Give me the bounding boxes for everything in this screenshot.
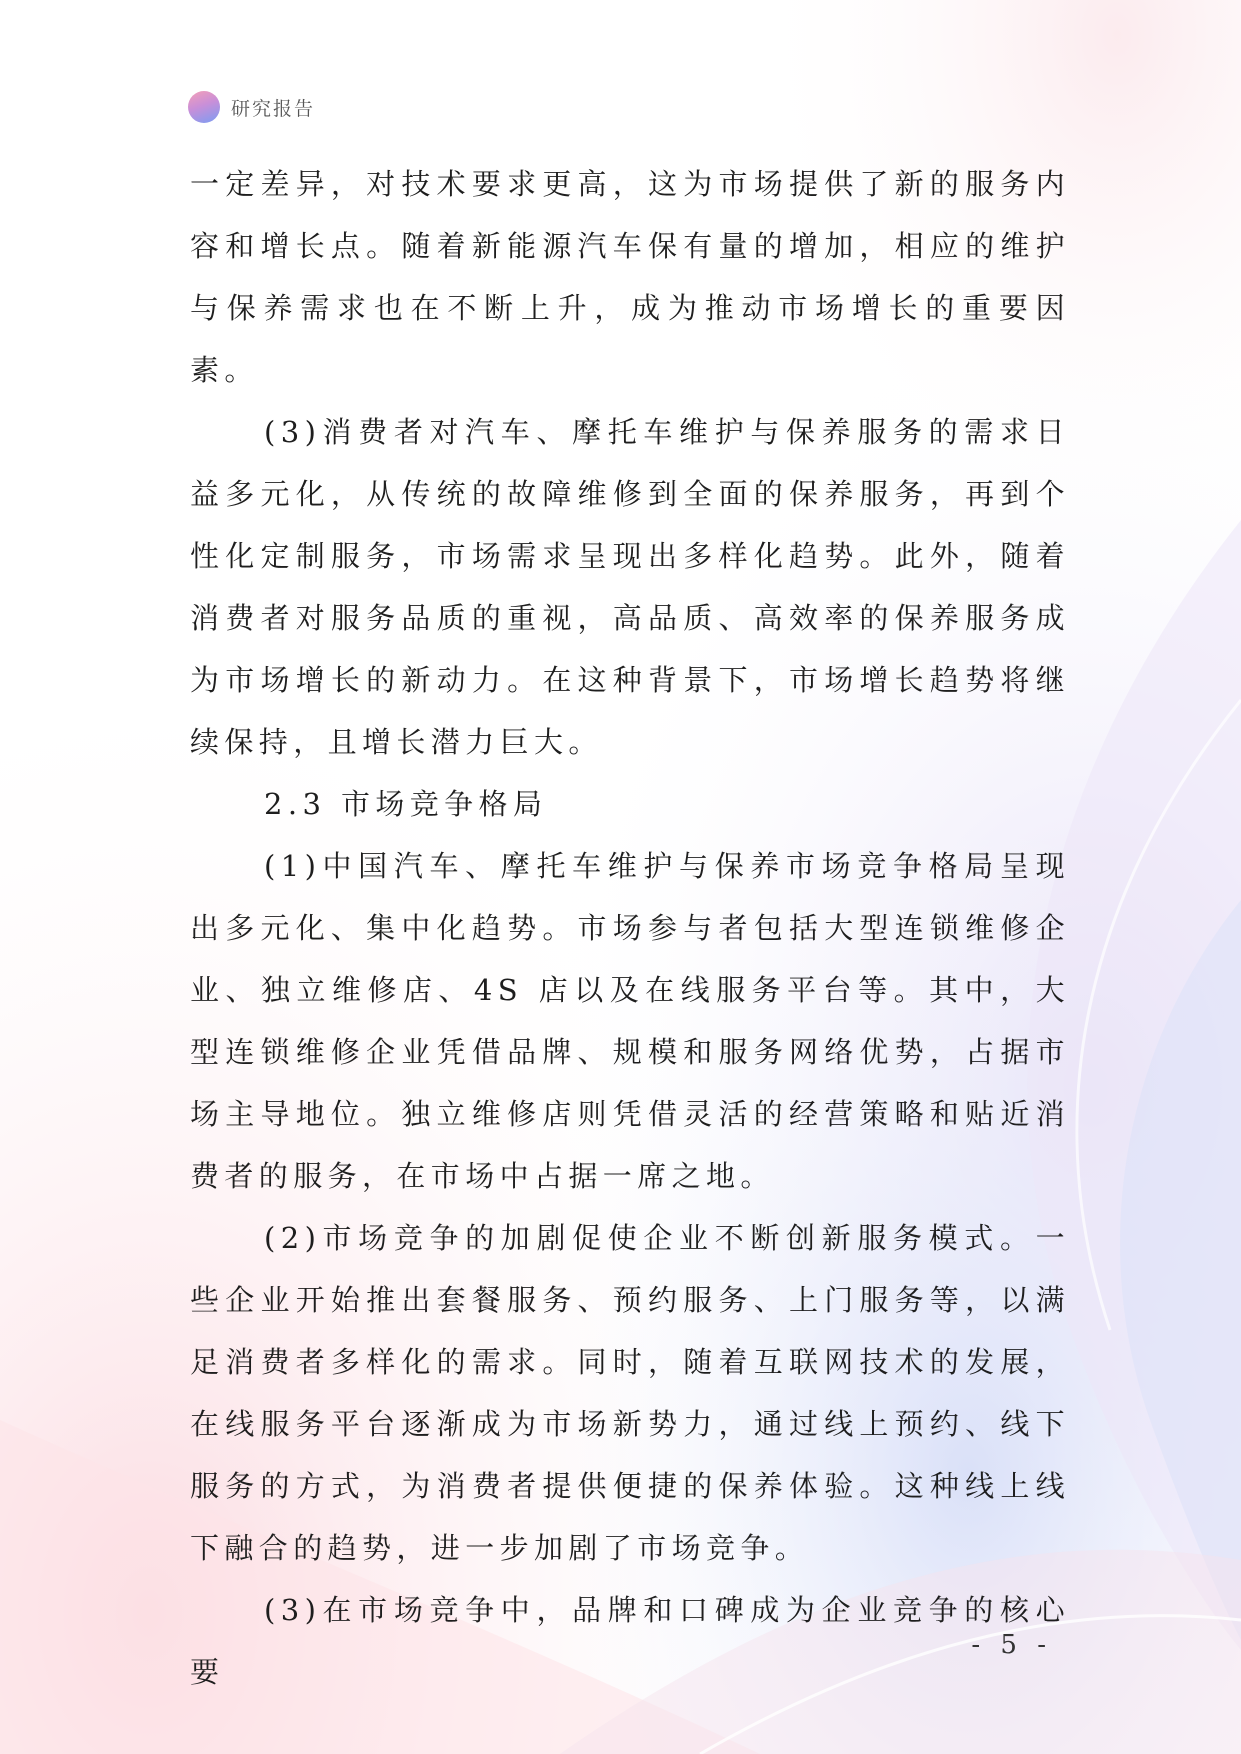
paragraph-3-cont: (3)在市场竞争中，品牌和口碑成为企业竞争的核心要 [190,1593,1070,1689]
paragraph-1: (1)中国汽车、摩托车维护与保养市场竞争格局呈现出多元化、集中化趋势。市场参与者包括大型连锁维修企业、独立维修店、4S 店以及在线服务平台等。其中，大型连锁维修企业凭借品牌、规模和服务网络优势，占据市场主导地位。独立维修店则凭借灵活的经营策略和贴近消费者的服务，在市场中占据一席之地。 [190,849,1070,1193]
document-body [190,153,1070,1703]
report-header [188,90,315,124]
paragraph-3: (3)消费者对汽车、摩托车维护与保养服务的需求日益多元化，从传统的故障维修到全面的保养服务，再到个性化定制服务，市场需求呈现出多样化趋势。此外，随着消费者对服务品质的重视，高品质、高效率的保养服务成为市场增长的新动力。在这种背景下，市场增长趋势将继续保持，且增长潜力巨大。 [190,415,1070,759]
section-heading: 2.3 市场竞争格局 [264,787,548,821]
paragraph-continuation: 一定差异，对技术要求更高，这为市场提供了新的服务内容和增长点。随着新能源汽车保有量的增加，相应的维护与保养需求也在不断上升，成为推动市场增长的重要因素。 [190,167,1070,387]
page-number: - 5 - [971,1630,1052,1660]
logo-circle-icon [188,91,220,123]
header-title: 研究报告 [231,97,316,120]
paragraph-2: (2)市场竞争的加剧促使企业不断创新服务模式。一些企业开始推出套餐服务、预约服务、上门服务等，以满足消费者多样化的需求。同时，随着互联网技术的发展，在线服务平台逐渐成为市场新势力，通过线上预约、线下服务的方式，为消费者提供便捷的保养体验。这种线上线下融合的趋势，进一步加剧了市场竞争。 [190,1221,1070,1565]
